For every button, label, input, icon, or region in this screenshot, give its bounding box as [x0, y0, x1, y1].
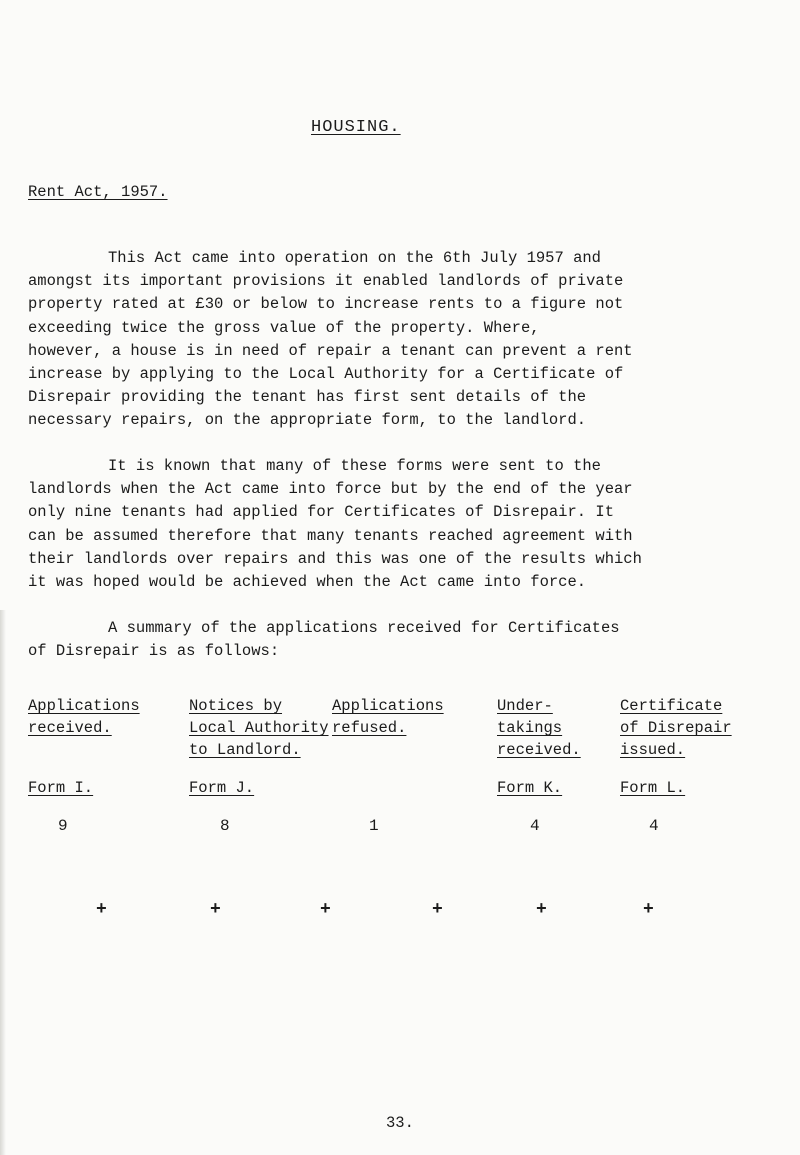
paragraph-line: necessary repairs, on the appropriate form, to the landlord.	[28, 411, 587, 430]
plus-separator-icon: +	[210, 900, 221, 920]
table-column-applications-refused	[332, 695, 444, 739]
form-label: Form J.	[189, 779, 255, 797]
paragraph-line: amongst its important provisions it enabled landlords of private	[28, 272, 624, 291]
column-header-line: Notices by	[189, 697, 283, 715]
paragraph-line: Disrepair providing the tenant has first sent details of the	[28, 388, 587, 407]
page-number: 33.	[386, 1114, 414, 1132]
form-label: Form K.	[497, 779, 563, 797]
table-column-undertakings	[497, 695, 581, 761]
form-label: Form I.	[28, 779, 94, 797]
table-column-notices	[189, 695, 329, 761]
paragraph-1	[28, 247, 728, 433]
paragraph-line: This Act came into operation on the 6th July 1957 and	[108, 249, 601, 267]
column-header-line: takings	[497, 719, 563, 737]
column-header-line: Under-	[497, 697, 553, 715]
column-header-line: received.	[28, 719, 112, 737]
page-title: HOUSING.	[311, 118, 401, 137]
value-notices: 8	[220, 817, 230, 835]
form-label: Form L.	[620, 779, 686, 797]
plus-separator-icon: +	[320, 900, 331, 920]
column-header-line: of Disrepair	[620, 719, 732, 737]
value-undertakings: 4	[530, 817, 540, 835]
column-header-line: Certificate	[620, 697, 723, 715]
column-header-line: Applications	[332, 697, 444, 715]
paragraph-3	[28, 617, 728, 663]
paragraph-line: can be assumed therefore that many tenants reached agreement with	[28, 526, 633, 545]
plus-separator-icon: +	[96, 900, 107, 920]
value-applications-refused: 1	[369, 817, 379, 835]
value-certificates-issued: 4	[649, 817, 659, 835]
paragraph-2	[28, 455, 728, 594]
paragraph-line: increase by applying to the Local Authority for a Certificate of	[28, 365, 624, 384]
scan-edge-shadow	[0, 610, 6, 1155]
paragraph-line: A summary of the applications received for Certificates	[108, 619, 620, 637]
column-header-line: received.	[497, 741, 581, 759]
plus-separator-icon: +	[536, 900, 547, 920]
paragraph-line: it was hoped would be achieved when the Act came into force.	[28, 573, 587, 592]
paragraph-line: of Disrepair is as follows:	[28, 642, 280, 661]
value-applications-received: 9	[58, 817, 68, 835]
paragraph-line: property rated at £30 or below to increase rents to a figure not	[28, 295, 624, 314]
paragraph-line: landlords when the Act came into force but by the end of the year	[28, 480, 633, 499]
column-header-line: Applications	[28, 697, 140, 715]
column-header-line: Local Authority	[189, 719, 329, 737]
paragraph-line: however, a house is in need of repair a tenant can prevent a rent	[28, 341, 633, 360]
paragraph-line: only nine tenants had applied for Certificates of Disrepair. It	[28, 503, 614, 522]
paragraph-line: It is known that many of these forms were sent to the	[108, 457, 601, 475]
table-column-applications-received	[28, 695, 140, 739]
paragraph-line: exceeding twice the gross value of the property. Where,	[28, 318, 540, 337]
section-heading: Rent Act, 1957.	[28, 183, 168, 201]
plus-separator-icon: +	[643, 900, 654, 920]
column-header-line: to Landlord.	[189, 741, 301, 759]
column-header-line: refused.	[332, 719, 407, 737]
plus-separator-icon: +	[432, 900, 443, 920]
paragraph-line: their landlords over repairs and this was one of the results which	[28, 549, 642, 568]
column-header-line: issued.	[620, 741, 686, 759]
table-column-certificates-issued	[620, 695, 732, 761]
